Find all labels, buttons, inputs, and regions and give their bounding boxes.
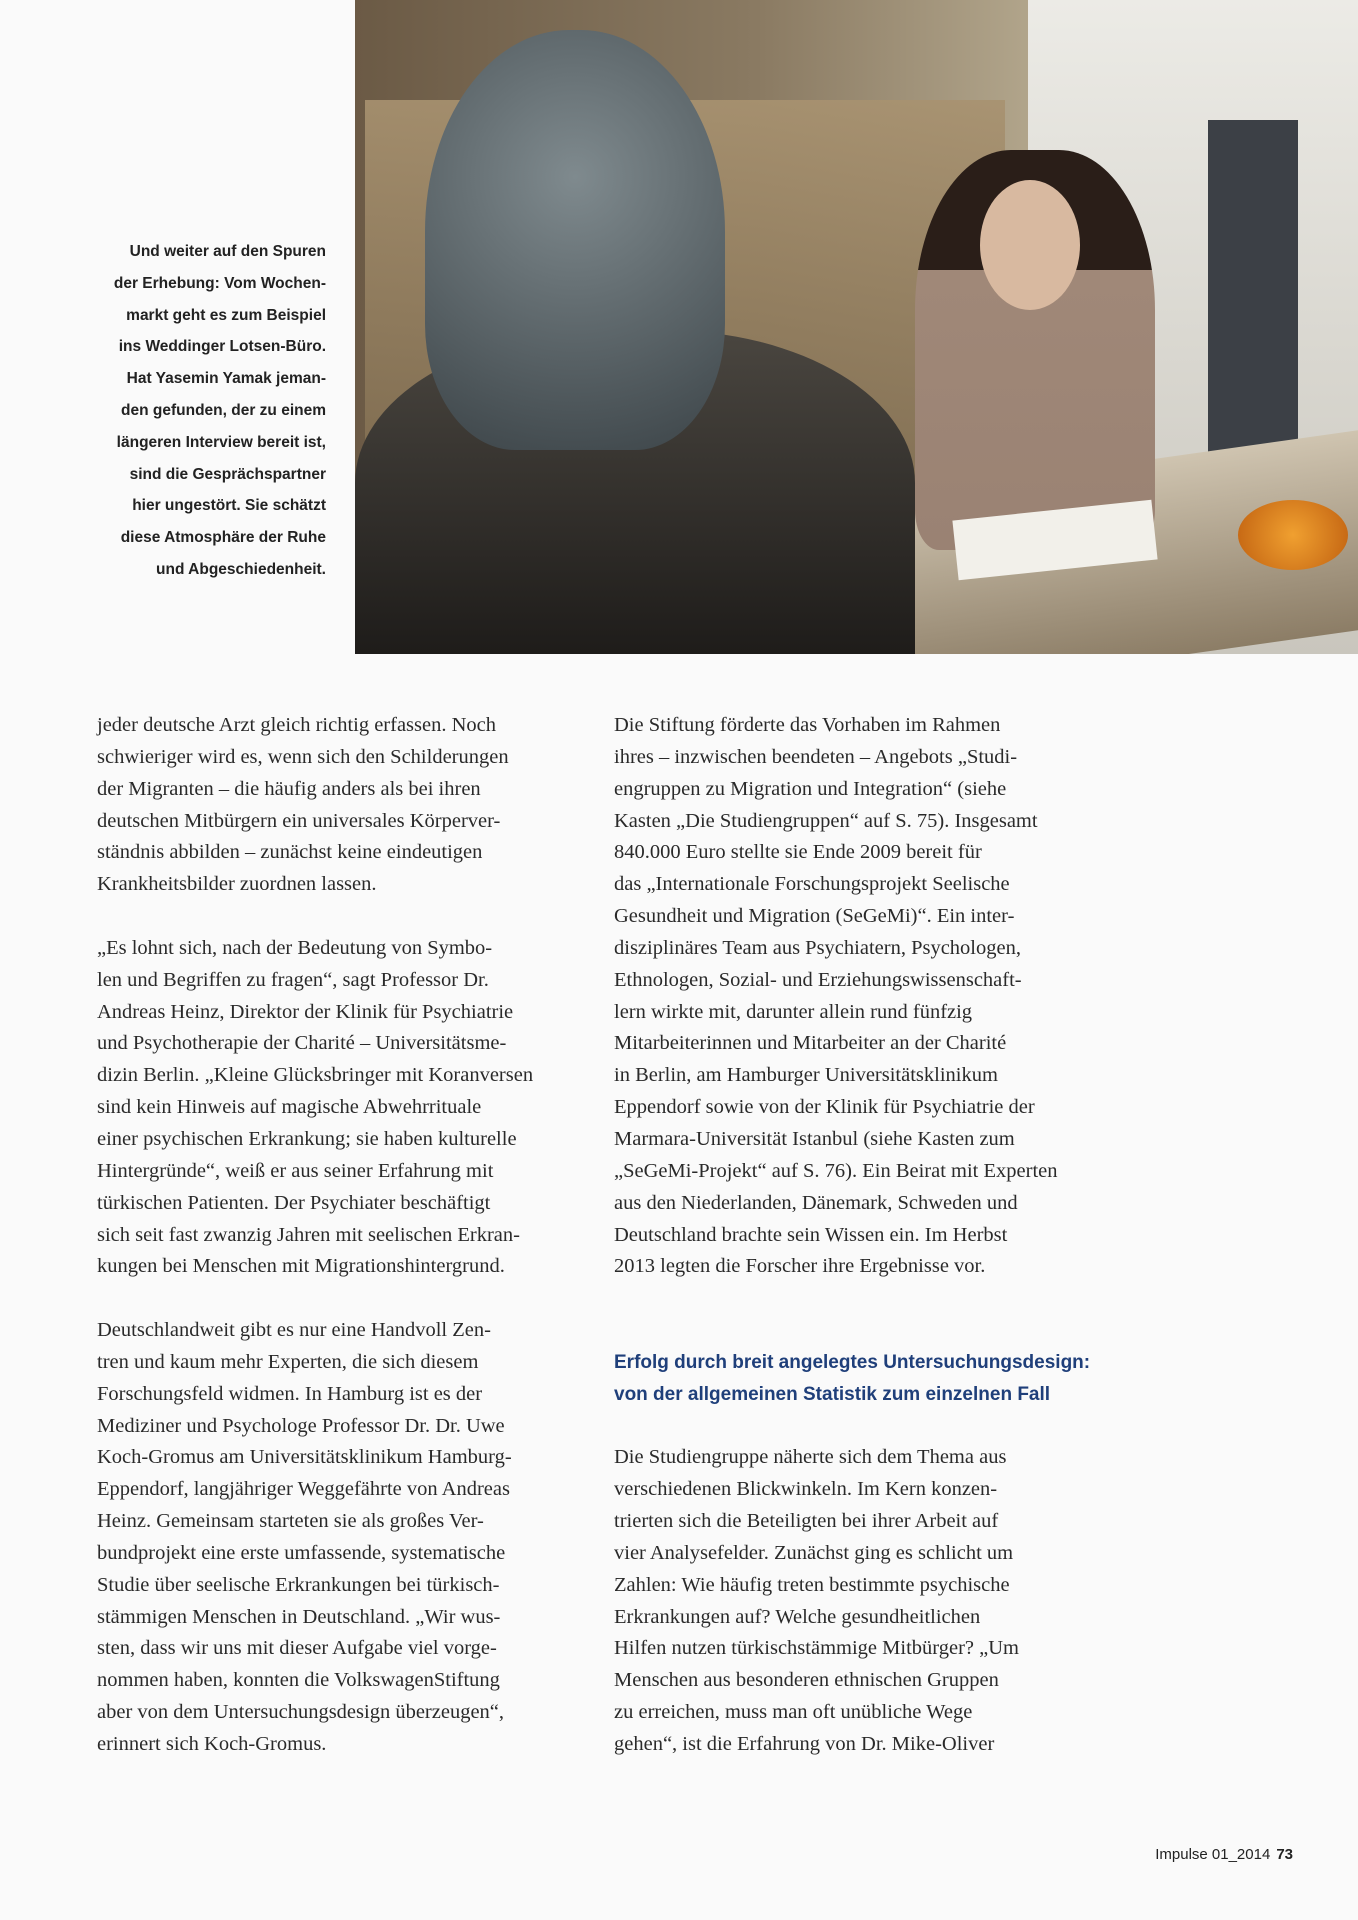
text-line: Studie über seelische Erkrankungen bei türkisch- <box>97 1573 500 1596</box>
text-line: Heinz. Gemeinsam starteten sie als großes Ver- <box>97 1510 484 1533</box>
spacer <box>614 1315 1214 1347</box>
publication-name: Impulse 01_2014 <box>1155 1846 1271 1863</box>
text-line: tren und kaum mehr Experten, die sich diesem <box>97 1350 479 1373</box>
text-line: „Es lohnt sich, nach der Bedeutung von Symbo- <box>97 936 493 959</box>
text-line: Koch-Gromus am Universitätsklinikum Hamburg- <box>97 1446 512 1469</box>
spacer <box>614 1411 1214 1443</box>
interview-photo <box>355 0 1358 654</box>
text-line: Deutschlandweit gibt es nur eine Handvoll Zen- <box>97 1319 491 1342</box>
page-footer <box>1155 1846 1293 1863</box>
text-line: Ethnologen, Sozial- und Erziehungswissenschaft- <box>614 968 1022 991</box>
text-line: vier Analysefelder. Zunächst ging es schlicht um <box>614 1541 1014 1564</box>
photo-caption <box>40 236 326 586</box>
text-line: erinnert sich Koch-Gromus. <box>97 1733 327 1755</box>
text-line: verschiedenen Blickwinkeln. Im Kern konzen- <box>614 1478 998 1501</box>
text-line: Eppendorf sowie von der Klinik für Psychiatrie der <box>614 1096 1035 1119</box>
interviewer-face <box>980 180 1080 310</box>
text-line: Hilfen nutzen türkischstämmige Mitbürger? „Um <box>614 1637 1019 1660</box>
text-line: jeder deutsche Arzt gleich richtig erfassen. Noch <box>97 714 497 736</box>
section-heading-line: von der allgemeinen Statistik zum einzelnen Fall <box>614 1383 1051 1405</box>
text-line: disziplinäres Team aus Psychiatern, Psychologen, <box>614 936 1021 959</box>
left-column <box>97 710 597 1761</box>
text-line: 840.000 Euro stellte sie Ende 2009 bereit für <box>614 841 982 864</box>
text-line: Deutschland brachte sein Wissen ein. Im Herbst <box>614 1223 1008 1246</box>
text-line: sich seit fast zwanzig Jahren mit seelischen Erkran- <box>97 1223 520 1246</box>
text-line: ihres – inzwischen beendeten – Angebots „Studi- <box>614 745 1018 768</box>
text-line: Forschungsfeld widmen. In Hamburg ist es der <box>97 1382 483 1405</box>
caption-line: und Abgeschiedenheit. <box>156 560 326 578</box>
text-line <box>97 901 597 933</box>
text-line: zu erreichen, muss man oft unübliche Wege <box>614 1701 973 1724</box>
caption-line: diese Atmosphäre der Ruhe <box>120 529 326 547</box>
text-line: Marmara-Universität Istanbul (siehe Kasten zum <box>614 1127 1015 1150</box>
text-line: Die Stiftung förderte das Vorhaben im Rahmen <box>614 714 1001 736</box>
text-line: dizin Berlin. „Kleine Glücksbringer mit Koranversen <box>97 1064 534 1087</box>
text-line: deutschen Mitbürgern ein universales Körperver- <box>97 809 501 832</box>
text-line: sind kein Hinweis auf magische Abwehrrituale <box>97 1096 482 1119</box>
text-line: gehen“, ist die Erfahrung von Dr. Mike-Oliver <box>614 1733 995 1755</box>
text-line: Menschen aus besonderen ethnischen Gruppen <box>614 1669 999 1692</box>
caption-line: längeren Interview bereit ist, <box>116 433 326 451</box>
page-number: 73 <box>1276 1846 1293 1863</box>
text-line: sten, dass wir uns mit dieser Aufgabe viel vorge- <box>97 1637 497 1660</box>
text-line: nommen haben, konnten die VolkswagenStiftung <box>97 1669 500 1692</box>
interviewee-headscarf <box>425 30 725 450</box>
caption-line: Hat Yasemin Yamak jeman- <box>126 370 326 388</box>
text-line: Mitarbeiterinnen und Mitarbeiter an der Charité <box>614 1032 1007 1055</box>
text-line: der Migranten – die häufig anders als bei ihren <box>97 777 481 800</box>
text-line: Zahlen: Wie häufig treten bestimmte psychische <box>614 1573 1010 1596</box>
text-line: einer psychischen Erkrankung; sie haben kulturelle <box>97 1127 517 1150</box>
caption-line: den gefunden, der zu einem <box>121 401 326 419</box>
text-line: Kasten „Die Studiengruppen“ auf S. 75). Insgesamt <box>614 809 1038 832</box>
text-line: in Berlin, am Hamburger Universitätsklinikum <box>614 1064 998 1087</box>
text-line: 2013 legten die Forscher ihre Ergebnisse vor. <box>614 1255 986 1278</box>
text-line: Mediziner und Psychologe Professor Dr. Dr. Uwe <box>97 1414 505 1437</box>
text-line: schwieriger wird es, wenn sich den Schilderungen <box>97 745 509 768</box>
text-line: aber von dem Untersuchungsdesign überzeugen“, <box>97 1701 505 1724</box>
caption-line: Und weiter auf den Spuren <box>129 243 326 260</box>
text-line: lern wirkte mit, darunter allein rund fünfzig <box>614 1000 973 1023</box>
caption-line: sind die Gesprächspartner <box>129 465 326 483</box>
text-line: Eppendorf, langjähriger Weggefährte von Andreas <box>97 1478 510 1501</box>
text-line: kungen bei Menschen mit Migrationshintergrund. <box>97 1255 505 1278</box>
text-line: Andreas Heinz, Direktor der Klinik für Psychiatrie <box>97 1000 514 1023</box>
text-line: bundprojekt eine erste umfassende, systematische <box>97 1541 506 1564</box>
text-line: das „Internationale Forschungsprojekt Seelische <box>614 873 1010 896</box>
text-line: Hintergründe“, weiß er aus seiner Erfahrung mit <box>97 1159 494 1182</box>
fruit-bowl <box>1238 500 1348 570</box>
text-line: engruppen zu Migration und Integration“ (siehe <box>614 777 1007 800</box>
text-line: aus den Niederlanden, Dänemark, Schweden und <box>614 1191 1018 1214</box>
text-line: stämmigen Menschen in Deutschland. „Wir wus- <box>97 1605 501 1628</box>
text-line: Krankheitsbilder zuordnen lassen. <box>97 873 377 896</box>
section-heading-line: Erfolg durch breit angelegtes Untersuchungsdesign: <box>614 1351 1091 1373</box>
text-line: len und Begriffen zu fragen“, sagt Professor Dr. <box>97 968 489 991</box>
caption-line: der Erhebung: Vom Wochen- <box>113 274 326 292</box>
text-line: Erkrankungen auf? Welche gesundheitlichen <box>614 1605 981 1628</box>
text-line: türkischen Patienten. Der Psychiater beschäftigt <box>97 1191 491 1214</box>
text-line: trierten sich die Beteiligten bei ihrer Arbeit auf <box>614 1510 999 1533</box>
text-line <box>97 1283 597 1315</box>
caption-line: ins Weddinger Lotsen-Büro. <box>118 338 326 356</box>
caption-line: markt geht es zum Beispiel <box>126 306 326 324</box>
text-line: ständnis abbilden – zunächst keine eindeutigen <box>97 841 483 864</box>
text-line: „SeGeMi-Projekt“ auf S. 76). Ein Beirat mit Experten <box>614 1159 1058 1182</box>
spacer <box>614 1283 1214 1315</box>
right-column <box>614 710 1214 1761</box>
text-line: Gesundheit und Migration (SeGeMi)“. Ein inter- <box>614 905 1015 928</box>
text-line: und Psychotherapie der Charité – Universitätsme- <box>97 1032 507 1055</box>
caption-line: hier ungestört. Sie schätzt <box>132 497 326 515</box>
text-line: Die Studiengruppe näherte sich dem Thema aus <box>614 1446 1007 1469</box>
